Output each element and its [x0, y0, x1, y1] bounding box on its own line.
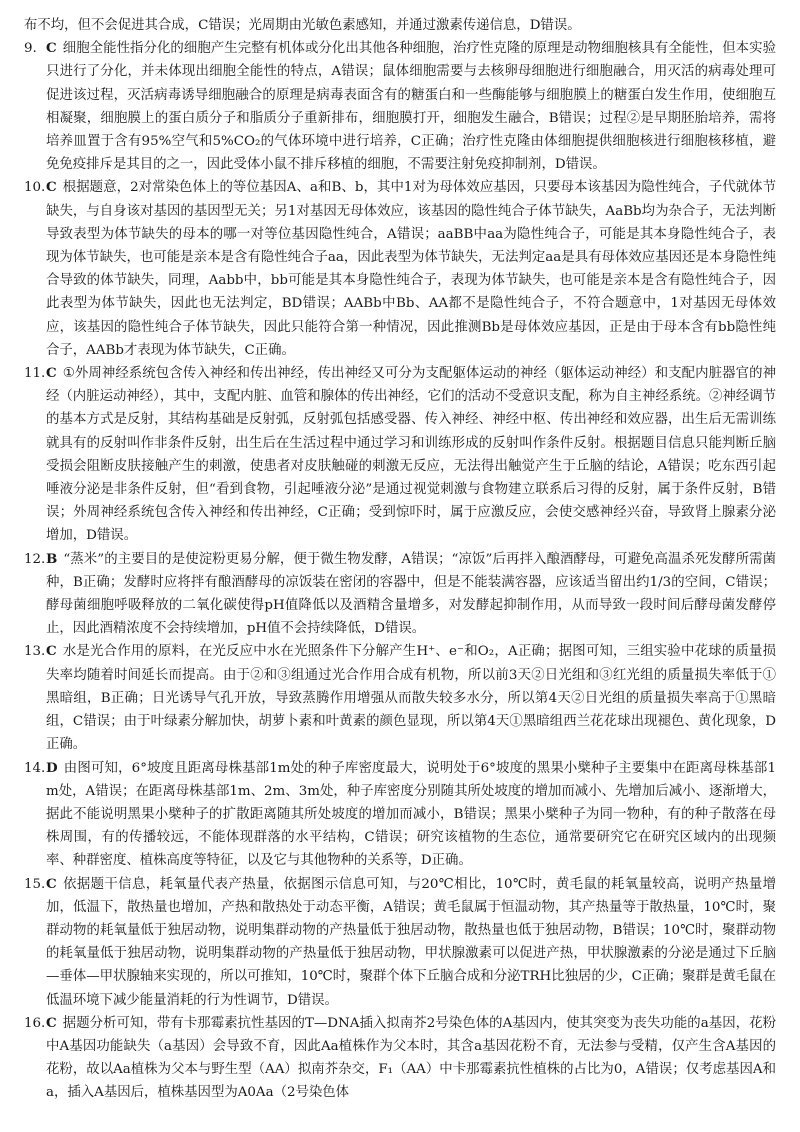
answer-item — [24, 757, 776, 873]
answer-choice: C — [46, 365, 57, 382]
answer-explanation — [46, 1012, 776, 1105]
question-number: 11. — [24, 366, 46, 382]
question-number: 15. — [24, 876, 46, 892]
explanation-text: 据题分析可知，带有卡那霉素抗性基因的T—DNA插入拟南芥2号染色体的A基因内，使其突变为丧失功能的a基因，花粉中A基因功能缺失（a基因）会导致不育，因此Aa植株作为父本时，其含a基因花粉不育，无法参与受精，仅产生含A基因的花粉，故以Aa植株为父本与野生型（AA）拟南芥杂交，F₁（AA）中卡那霉素抗性植株的占比为0，A错误；仅考虑基因A和a，插入A基因后，植株基因型为A0Aa（2号染色体 — [46, 1015, 776, 1101]
answer-explanation — [46, 873, 776, 1012]
question-number: 13. — [24, 644, 46, 660]
answer-list — [24, 37, 776, 1104]
explanation-text: ①外周神经系统包含传入神经和传出神经，传出神经又可分为支配躯体运动的神经（躯体运动神经）和支配内脏器官的神经（内脏运动神经），其中，支配内脏、血管和腺体的传出神经，它们的活动不受意识支配，称为自主神经系统。②神经调节的基本方式是反射，其结构基础是反射弧，反射弧包括感受器、传入神经、神经中枢、传出神经和效应器，出生后无需训练就具有的反射叫作非条件反射，出生后在生活过程中通过学习和训练形成的反射叫作条件反射。根据题目信息只能判断丘脑受损会阻断皮肤接触产生的刺激，使患者对皮肤触碰的刺激无反应，无法得出触觉产生于丘脑的结论，A错误；吃东西引起唾液分泌是非条件反射，但“看到食物，引起唾液分泌”是通过视觉刺激与食物建立联系后习得的反射，属于条件反射，B错误；外周神经系统包含传入神经和传出神经，C正确；受到惊吓时，属于应激反应，会使交感神经兴奋，导致肾上腺素分泌增加，D错误。 — [46, 366, 776, 544]
question-number: 12. — [24, 551, 46, 567]
answer-choice: C — [46, 40, 57, 57]
answer-explanation — [46, 757, 776, 873]
answer-choice: B — [46, 550, 58, 567]
intro-paragraph: 布不均，但不会促进其合成，C错误；光周期由光敏色素感知，并通过激素传递信息，D错误。 — [24, 18, 581, 33]
answer-item — [24, 548, 776, 641]
answer-choice: C — [46, 643, 57, 660]
answer-item — [24, 1012, 776, 1105]
explanation-text: 水是光合作用的原料，在光反应中水在光照条件下分解产生H⁺、e⁻和O₂，A正确；据图可知，三组实验中花球的质量损失率均随着时间延长而提高。由于②和③组通过光合作用合成有机物，所以前3天②日光组和③红光组的质量损失率低于①黑暗组，B正确；日光诱导气孔开放，导致蒸腾作用增强从而散失较多水分，所以第4天②日光组的质量损失率高于①黑暗组，C错误；由于叶绿素分解加快，胡萝卜素和叶黄素的颜色显现，所以第4天①黑暗组西兰花花球出现褪色、黄化现象，D正确。 — [46, 644, 776, 753]
question-number: 10. — [24, 180, 46, 196]
answer-explanation — [46, 362, 776, 548]
answer-item — [24, 37, 776, 176]
answer-choice: C — [46, 179, 57, 196]
answer-explanation — [46, 640, 776, 756]
answer-explanation — [46, 37, 776, 176]
question-number: 9. — [24, 41, 37, 57]
answer-explanation — [46, 548, 776, 641]
answer-explanation — [46, 176, 776, 362]
question-number: 16. — [24, 1015, 46, 1031]
answer-choice: D — [46, 759, 58, 776]
answer-item — [24, 362, 776, 548]
answer-choice: C — [46, 875, 57, 892]
explanation-text: “蒸米”的主要目的是使淀粉更易分解，便于微生物发酵，A错误；“凉饭”后再拌入酿酒酵母，可避免高温杀死发酵所需菌种，B正确；发酵时应将拌有酿酒酵母的凉饭装在密闭的容器中，但是不能装满容器，应该适当留出约1/3的空间，C错误；酵母菌细胞呼吸释放的二氧化碳使得pH值降低以及酒精含量增多，对发酵起抑制作用，从而导致一段时间后酵母菌发酵停止，因此酒精浓度不会持续增加，pH值不会持续降低，D错误。 — [46, 551, 776, 637]
explanation-text: 根据题意，2对常染色体上的等位基因A、a和B、b，其中1对为母体效应基因，只要母本该基因为隐性纯合，子代就体节缺失，与自身该对基因的基因型无关；另1对基因无母体效应，该基因的隐性纯合子体节缺失，AaBb均为杂合子，无法判断导致表型为体节缺失的母本的哪一对等位基因隐性纯合，A错误；aaBB中aa为隐性纯合子，可能是其本身隐性纯合子，表现为体节缺失，也可能是亲本是含有隐性纯合子aa，因此表型为体节缺失，无法判定aa是具有母体效应基因还是本身隐性纯合导致的体节缺失，同理，Aabb中，bb可能是其本身隐性纯合子，表现为体节缺失，也可能是亲本是含有隐性纯合子，因此表型为体节缺失，因此也无法判定，BD错误；AABb中Bb、AA都不是隐性纯合子，不符合题意中，1对基因无母体效应，该基因的隐性纯合子体节缺失，因此只能符合第一种情况，因此推测Bb是母体效应基因，正是由于母本含有bb隐性纯合子，AABb才表现为体节缺失，C正确。 — [46, 180, 776, 358]
answer-choice: C — [46, 1014, 57, 1031]
explanation-text: 细胞全能性指分化的细胞产生完整有机体或分化出其他各种细胞，治疗性克隆的原理是动物细胞核具有全能性，但本实验只进行了分化，并未体现出细胞全能性的特点，A错误；鼠体细胞需要与去核卵母细胞进行细胞融合，用灭活的病毒处理可促进该过程，灭活病毒诱导细胞融合的原理是病毒表面含有的糖蛋白和一些酶能够与细胞膜上的糖蛋白发生作用，使细胞互相凝聚，细胞膜上的蛋白质分子和脂质分子重新排布，细胞膜打开，细胞发生融合，B错误；过程②是早期胚胎培养，需将培养皿置于含有95%空气和5%CO₂的气体环境中进行培养，C正确；治疗性克隆由体细胞提供细胞核进行细胞核移植，避免免疫排斥是其目的之一，因此受体小鼠不排斥移植的细胞，不需要注射免疫抑制剂，D错误。 — [46, 41, 776, 173]
explanation-text: 由图可知，6°坡度且距离母株基部1m处的种子库密度最大，说明处于6°坡度的黑果小檗种子主要集中在距离母株基部1m处，A错误；在距离母株基部1m、2m、3m处，种子库密度分别随其所处坡度的增加而减小、先增加后减小、逐渐增大，据此不能说明黑果小檗种子的扩散距离随其所处坡度的增加而减小，B错误；黑果小檗种子为同一物种，有的种子散落在母株周围，有的传播较远，不能体现群落的水平结构，C错误；研究该植物的生态位，通常要研究它在研究区域内的出现频率、种群密度、植株高度等特征，以及它与其他物种的关系等，D正确。 — [46, 760, 776, 869]
answer-item — [24, 873, 776, 1012]
explanation-text: 依据题干信息，耗氧量代表产热量，依据图示信息可知，与20℃相比，10℃时，黄毛鼠的耗氧量较高，说明产热量增加，低温下，散热量也增加，产热和散热处于动态平衡，A错误；黄毛鼠属于恒温动物，其产热量等于散热量，10℃时，聚群动物的耗氧量低于独居动物，说明集群动物的产热量低于独居动物，散热量也低于独居动物，B错误；10℃时，聚群动物的耗氧量低于独居动物，说明集群动物的产热量低于独居动物，甲状腺激素可以促进产热，甲状腺激素的分泌是通过下丘脑—垂体—甲状腺轴来实现的，所以可推知，10℃时，聚群个体下丘脑合成和分泌TRH比独居的少，C正确；聚群是黄毛鼠在低温环境下减少能量消耗的行为性调节，D错误。 — [46, 876, 776, 1008]
answer-item — [24, 176, 776, 362]
answer-item — [24, 640, 776, 756]
question-number: 14. — [24, 760, 46, 776]
